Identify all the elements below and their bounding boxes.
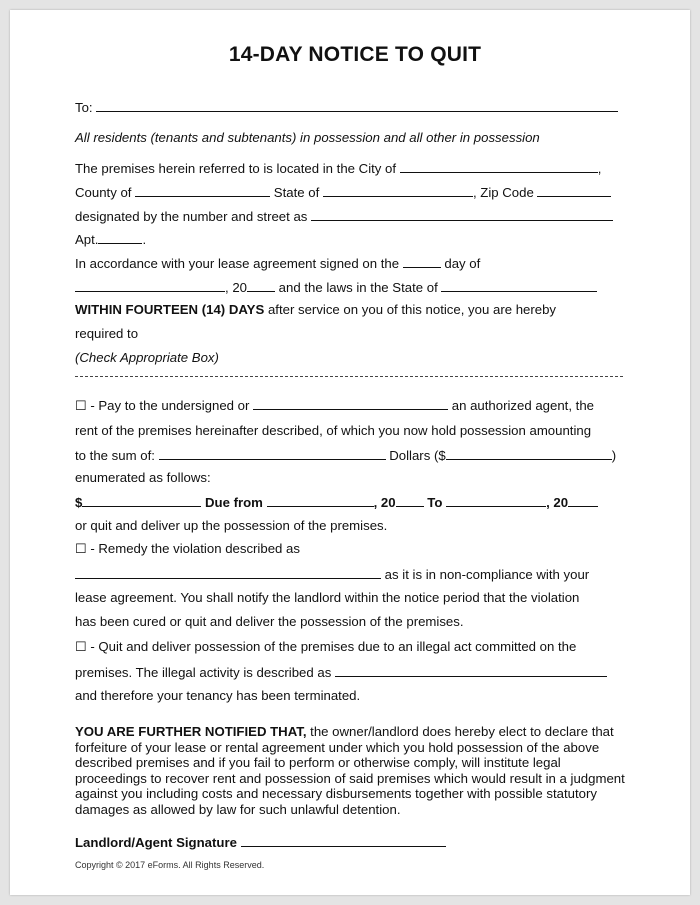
street-field[interactable] <box>311 208 613 221</box>
required-line: required to <box>75 326 139 341</box>
option-illegal-line: ☐ - Quit and deliver possession of the premises due to an illegal act committed on the <box>75 639 577 654</box>
copyright: Copyright © 2017 eForms. All Rights Reserved. <box>75 860 265 870</box>
state-field[interactable] <box>323 184 473 197</box>
terminated-line: and therefore your tenancy has been terminated. <box>75 688 361 703</box>
due-from-year-field[interactable] <box>396 494 424 507</box>
sum-line: to the sum of: Dollars ($ ) <box>75 448 617 463</box>
sum-words-field[interactable] <box>159 447 386 460</box>
notify-line: lease agreement. You shall notify the landlord within the notice period that the violation <box>75 590 580 605</box>
lease-month-field[interactable] <box>75 279 225 292</box>
form-page <box>10 10 690 895</box>
apt-line: Apt. . <box>75 232 147 247</box>
within-line: WITHIN FOURTEEN (14) DAYS after service on you of this notice, you are hereby <box>75 302 557 317</box>
pay-checkbox[interactable]: ☐ <box>75 398 87 413</box>
further-notified-paragraph: YOU ARE FURTHER NOTIFIED THAT, the owner/landlord does hereby elect to declare that forfeiture of your lease or rental agreement under which you hold possession of the above described premises and if you fail to perform or otherwise comply, will institute legal proceedings to recover rent and possession of said premises which would result in a judgment against you including costs and necessary disbursements together with possible statutory damages as allowed by law for such unlawful detention. <box>75 724 625 817</box>
enumerated-line: enumerated as follows: <box>75 470 211 485</box>
option-pay-line: ☐ - Pay to the undersigned or an authorized agent, the <box>75 398 594 413</box>
to-field[interactable] <box>96 99 618 112</box>
signature-line: Landlord/Agent Signature <box>75 834 446 851</box>
due-amount-field[interactable] <box>82 494 201 507</box>
violation-line: as it is in non-compliance with your <box>75 566 589 583</box>
due-to-year-field[interactable] <box>568 494 598 507</box>
check-box-instruction: (Check Appropriate Box) <box>75 350 219 365</box>
dashed-divider <box>75 376 623 377</box>
due-from-field[interactable] <box>267 494 374 507</box>
apt-field[interactable] <box>98 231 142 244</box>
page-title: 14-DAY NOTICE TO QUIT <box>228 43 482 66</box>
signature-field[interactable] <box>241 834 446 847</box>
lease-year-field[interactable] <box>247 279 275 292</box>
illegal-activity-line: premises. The illegal activity is described as <box>75 664 607 681</box>
illegal-checkbox[interactable]: ☐ <box>75 639 87 654</box>
remedy-checkbox[interactable]: ☐ <box>75 541 87 556</box>
lease-line: In accordance with your lease agreement signed on the day of <box>75 256 481 271</box>
violation-field[interactable] <box>75 566 381 579</box>
cured-line: has been cured or quit and deliver the possession of the premises. <box>75 614 464 629</box>
rent-line: rent of the premises hereinafter described, of which you now hold possession amounting <box>75 423 592 438</box>
lease-day-field[interactable] <box>403 255 441 268</box>
option-remedy-line: ☐ - Remedy the violation described as <box>75 541 300 556</box>
to-line: To: <box>75 99 618 116</box>
due-to-field[interactable] <box>446 494 546 507</box>
lease-state-field[interactable] <box>441 279 597 292</box>
city-line: The premises herein referred to is located in the City of , <box>75 161 602 176</box>
agent-name-field[interactable] <box>253 397 448 410</box>
sum-amount-field[interactable] <box>446 447 612 460</box>
residents-line: All residents (tenants and subtenants) in possession and all other in possession <box>75 130 540 145</box>
lease-date-line: , 20 and the laws in the State of <box>75 279 597 296</box>
city-field[interactable] <box>400 160 598 173</box>
due-line: $ Due from , 20 To , 20 <box>75 494 598 511</box>
street-line: designated by the number and street as <box>75 208 613 225</box>
county-line: County of State of , Zip Code <box>75 184 611 201</box>
zip-field[interactable] <box>537 184 611 197</box>
county-field[interactable] <box>135 184 270 197</box>
quit-line: or quit and deliver up the possession of the premises. <box>75 518 388 533</box>
illegal-activity-field[interactable] <box>335 664 607 677</box>
